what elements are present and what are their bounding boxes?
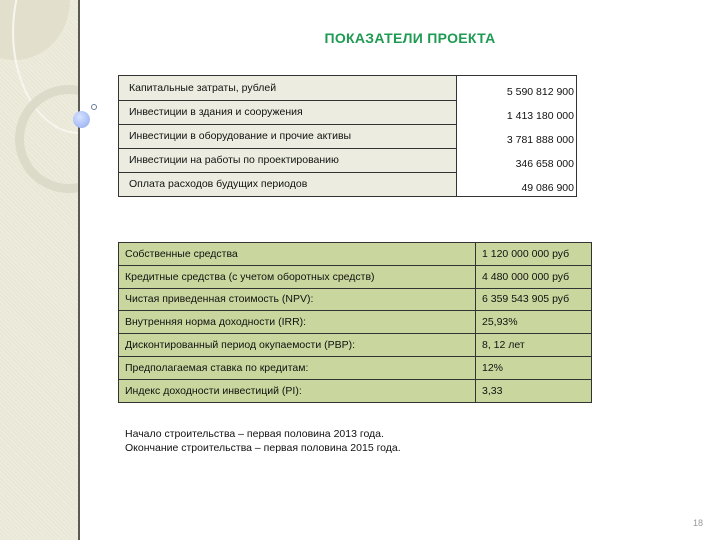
decorative-small-dot [91, 104, 97, 110]
row-label: Предполагаемая ставка по кредитам: [119, 356, 476, 379]
decorative-sidebar [0, 0, 80, 540]
construction-notes [125, 427, 401, 455]
table-row [119, 124, 577, 148]
table-row [119, 379, 592, 402]
row-label: Чистая приведенная стоимость (NPV): [119, 288, 476, 311]
row-label: Собственные средства [119, 243, 476, 266]
table-row [119, 288, 592, 311]
capex-table [118, 75, 577, 197]
row-value: 49 086 900 [457, 172, 577, 197]
row-label: Индекс доходности инвестиций (PI): [119, 379, 476, 402]
decorative-ring [15, 85, 80, 193]
table-row [119, 172, 577, 197]
table-row [119, 265, 592, 288]
row-label: Инвестиции на работы по проектированию [119, 148, 457, 172]
row-value: 1 413 180 000 [457, 100, 577, 124]
row-value: 25,93% [476, 311, 592, 334]
row-label: Инвестиции в оборудование и прочие активы [119, 124, 457, 148]
row-value: 4 480 000 000 руб [476, 265, 592, 288]
row-value: 5 590 812 900 [457, 76, 577, 101]
row-label: Оплата расходов будущих периодов [119, 172, 457, 197]
row-value: 346 658 000 [457, 148, 577, 172]
row-value: 8, 12 лет [476, 334, 592, 357]
row-label: Капитальные затраты, рублей [119, 76, 457, 101]
table-row [119, 243, 592, 266]
row-value: 3 781 888 000 [457, 124, 577, 148]
row-value: 6 359 543 905 руб [476, 288, 592, 311]
page-number: 18 [692, 518, 703, 528]
row-label: Кредитные средства (с учетом оборотных средств) [119, 265, 476, 288]
table-row [119, 334, 592, 357]
table-row [119, 356, 592, 379]
row-label: Внутренняя норма доходности (IRR): [119, 311, 476, 334]
row-value: 3,33 [476, 379, 592, 402]
indicators-table [118, 242, 592, 403]
decorative-dot [73, 111, 90, 128]
row-value: 12% [476, 356, 592, 379]
row-value: 1 120 000 000 руб [476, 243, 592, 266]
note-start: Начало строительства – первая половина 2013 года. [125, 428, 384, 440]
table-row [119, 76, 577, 101]
table-row [119, 100, 577, 124]
table-row [119, 311, 592, 334]
note-end: Окончание строительства – первая половина 2015 года. [125, 442, 401, 454]
row-label: Инвестиции в здания и сооружения [119, 100, 457, 124]
slide-title: ПОКАЗАТЕЛИ ПРОЕКТА [324, 30, 496, 46]
row-label: Дисконтированный период окупаемости (PBP): [119, 334, 476, 357]
table-row [119, 148, 577, 172]
